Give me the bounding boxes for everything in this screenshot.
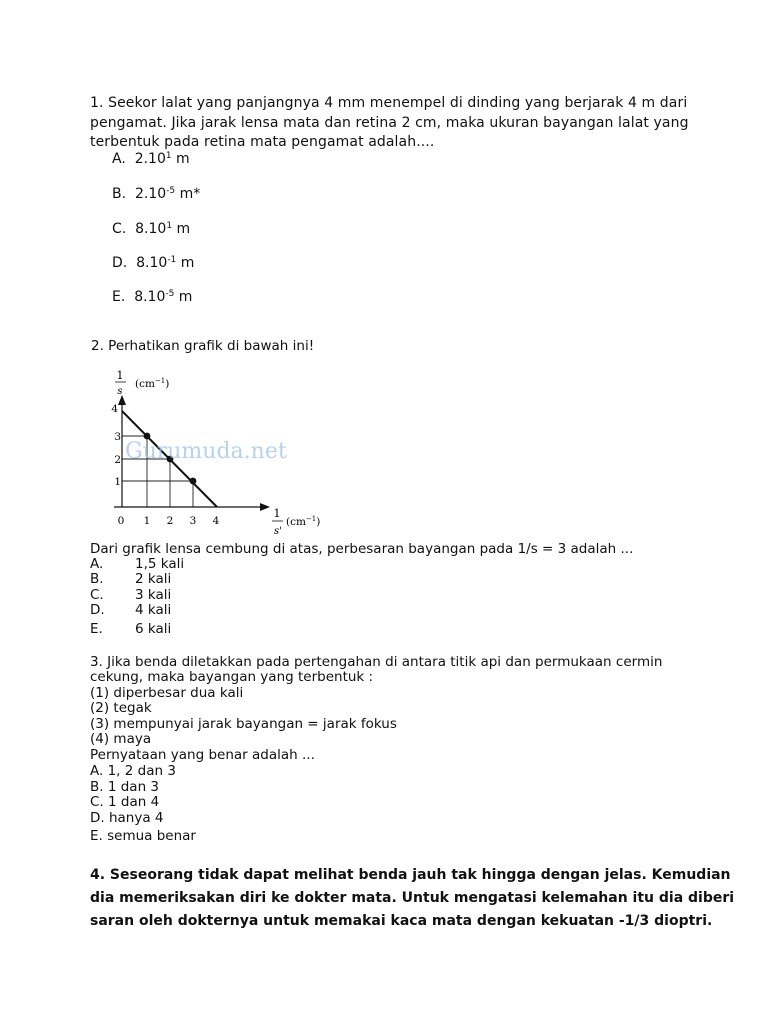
x-tick-3: 3	[189, 515, 197, 527]
q2-question: Dari grafik lensa cembung di atas, perbesaran bayangan pada 1/s = 3 adalah ...	[90, 541, 634, 557]
x-tick-2: 2	[166, 515, 174, 527]
q1-option-d: D. $8.10^{-1}$ m	[112, 255, 195, 271]
q1-line-1: 1. Seekor lalat yang panjangnya 4 mm menempel di dinding yang berjarak 4 m dari	[90, 95, 688, 111]
y-axis-label-denominator: s	[117, 386, 123, 397]
y-axis-label-numerator: 1	[116, 369, 124, 382]
q2-option-c: C. 3 kali	[90, 587, 172, 603]
y-tick-4: 4	[111, 403, 118, 415]
q2-option-e: E. 6 kali	[90, 621, 172, 637]
q3-option-b: B. 1 dan 3	[90, 779, 160, 795]
y-tick-3: 3	[114, 431, 121, 443]
y-tick-2: 2	[114, 454, 121, 466]
q4-line-2: dia memeriksakan diri ke dokter mata. Untuk mengatasi kelemahan itu dia diberi	[90, 890, 735, 906]
x-tick-1: 1	[143, 515, 151, 527]
x-axis-label-denominator: s'	[274, 526, 282, 537]
q1-line-3: terbentuk pada retina mata pengamat adalah....	[90, 134, 435, 150]
q2-option-a: A. 1,5 kali	[90, 556, 185, 572]
lens-graph	[100, 365, 340, 540]
q3-line-4: (2) tegak	[90, 700, 152, 716]
q3-line-1: 3. Jika benda diletakkan pada pertengahan di antara titik api dan permukaan cermin	[90, 654, 663, 670]
x-tick-0: 0	[117, 515, 125, 527]
q4-line-1: 4. Seseorang tidak dapat melihat benda jauh tak hingga dengan jelas. Kemudian	[90, 867, 731, 883]
q3-line-5: (3) mempunyai jarak bayangan = jarak fokus	[90, 716, 397, 732]
q2-option-b: B. 2 kali	[90, 571, 172, 587]
q1-option-a: A. 2.10$^1$ m	[112, 151, 190, 167]
q3-line-2: cekung, maka bayangan yang terbentuk :	[90, 669, 374, 685]
x-axis-label-numerator: 1	[273, 507, 281, 520]
x-axis-arrow	[260, 503, 270, 511]
q3-option-c: C. 1 dan 4	[90, 794, 160, 810]
q1-option-c: C. 8.10$^1$ m	[112, 221, 191, 237]
q3-option-d: D. hanya 4	[90, 810, 164, 826]
q2-prompt: 2. Perhatikan grafik di bawah ini!	[91, 338, 315, 354]
y-tick-1: 1	[114, 476, 121, 488]
q4-line-3: saran oleh dokternya untuk memakai kaca mata dengan kekuatan -1/3 dioptri.	[90, 913, 713, 929]
y-axis-unit: $(cm^{-1})$	[135, 377, 170, 390]
q3-line-7: Pernyataan yang benar adalah ...	[90, 747, 315, 763]
x-tick-4: 4	[212, 515, 220, 527]
q1-line-2: pengamat. Jika jarak lensa mata dan retina 2 cm, maka ukuran bayangan lalat yang	[90, 115, 689, 131]
q1-option-b: B. $2.10^{-5}$ m*	[112, 186, 201, 202]
q3-option-a: A. 1, 2 dan 3	[90, 763, 176, 779]
q2-option-d: D. 4 kali	[90, 602, 172, 618]
q1-option-e: E. $8.10^{-5}$ m	[112, 289, 193, 305]
x-axis-unit: $(cm^{-1})$	[286, 515, 321, 528]
watermark: Gurumuda.net	[125, 439, 287, 464]
data-point-3	[190, 478, 197, 485]
q3-line-3: (1) diperbesar dua kali	[90, 685, 244, 701]
q3-option-e: E. semua benar	[90, 828, 196, 844]
q3-line-6: (4) maya	[90, 731, 152, 747]
